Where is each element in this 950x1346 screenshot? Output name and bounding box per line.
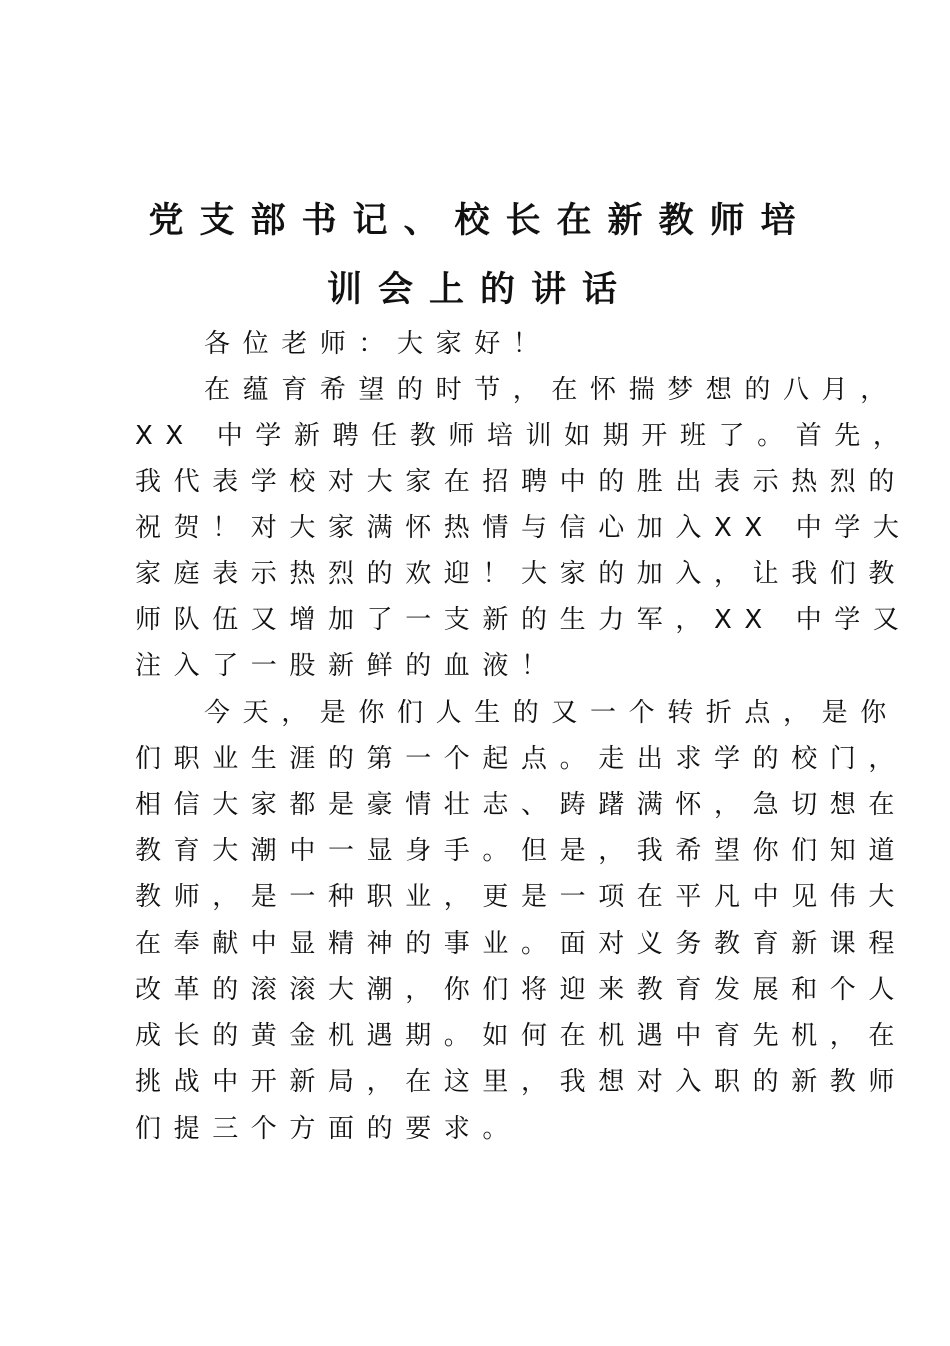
paragraph-line: XX 中学新聘任教师培训如期开班了。首先， xyxy=(135,421,912,451)
paragraph-line: 们职业生涯的第一个起点。走出求学的校门， xyxy=(135,744,908,774)
paragraph-line: 成长的黄金机遇期。如何在机遇中育先机，在 xyxy=(135,1021,908,1051)
paragraph-line: 改革的滚滚大潮，你们将迎来教育发展和个人 xyxy=(135,975,908,1005)
paragraph-line: 我代表学校对大家在招聘中的胜出表示热烈的 xyxy=(135,467,908,497)
paragraph-line: 在奉献中显精神的事业。面对义务教育新课程 xyxy=(135,929,908,959)
paragraph-line: 在蕴育希望的时节，在怀揣梦想的八月， xyxy=(204,375,899,405)
paragraph-line: 教育大潮中一显身手。但是，我希望你们知道 xyxy=(135,836,908,866)
salutation: 各位老师：大家好！ xyxy=(204,329,552,359)
paragraph-line: 相信大家都是豪情壮志、踌躇满怀，急切想在 xyxy=(135,790,908,820)
document-title-line-1: 党支部书记、校长在新教师培 xyxy=(148,201,812,241)
paragraph-line: 注入了一股新鲜的血液！ xyxy=(135,651,560,681)
paragraph-line: 祝贺！对大家满怀热情与信心加入XX 中学大 xyxy=(135,513,912,543)
paragraph-line: 今天，是你们人生的又一个转折点，是你 xyxy=(204,698,899,728)
paragraph-line: 师队伍又增加了一支新的生力军，XX 中学又 xyxy=(135,605,912,635)
paragraph-line: 挑战中开新局，在这里，我想对入职的新教师 xyxy=(135,1067,908,1097)
paragraph-line: 们提三个方面的要求。 xyxy=(135,1114,522,1144)
paragraph-line: 教师，是一种职业，更是一项在平凡中见伟大 xyxy=(135,882,908,912)
document-title-line-2: 训会上的讲话 xyxy=(326,270,633,310)
paragraph-line: 家庭表示热烈的欢迎！大家的加入，让我们教 xyxy=(135,559,908,589)
